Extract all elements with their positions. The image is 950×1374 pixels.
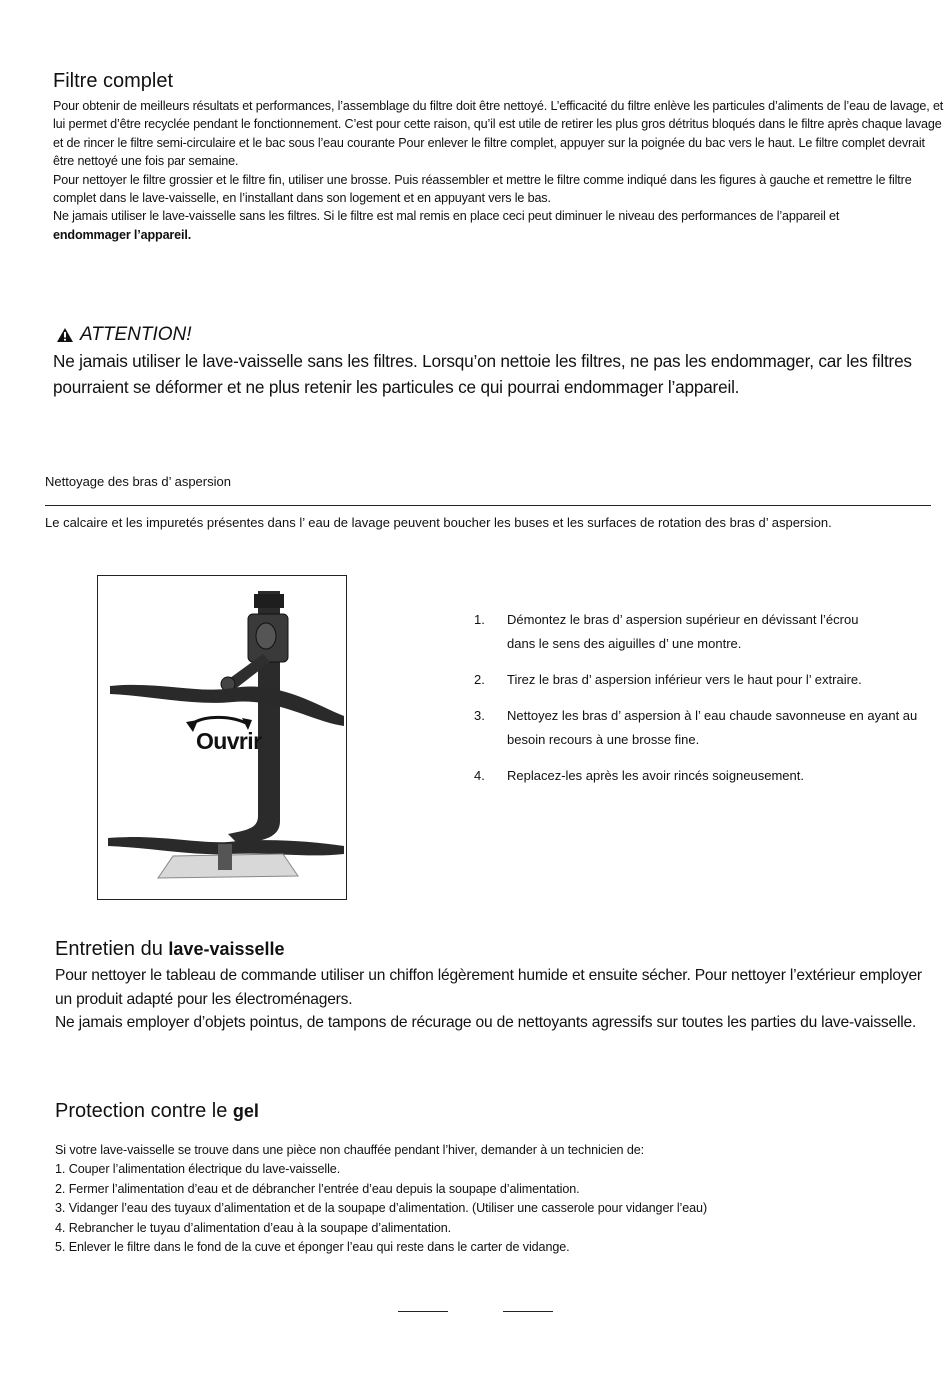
list-item: 1. Couper l’alimentation électrique du lave-vaisselle. [55,1162,341,1177]
list-item: 2. Fermer l’alimentation d’eau et de débrancher l’entrée d’eau depuis la soupape d’alimentation. [55,1181,580,1196]
step-number: 4. [474,768,485,783]
filtre-paragraph-3-text: Ne jamais utiliser le lave-vaisselle sans les filtres. Si le filtre est mal remis en place ceci peut diminuer le niveau des performances de l’appareil et [53,209,840,224]
step-number: 2. [474,672,485,687]
entretien-paragraph-2: Ne jamais employer d’objets pointus, de tampons de récurage ou de nettoyants agressifs sur toutes les parties du lave-vaisselle. [55,1014,917,1031]
cleaning-steps-list [474,608,944,800]
section-title-entretien [55,938,285,961]
filtre-paragraph-3-bold: endommager l’appareil. [53,227,192,242]
step-text: Tirez le bras d’ aspersion inférieur vers le haut pour l’ extraire. [507,672,862,687]
list-item [474,668,944,692]
entretien-paragraph-1: Pour nettoyer le tableau de commande utiliser un chiffon légèrement humide et ensuite sécher. Pour nettoyer l’extérieur employer un produit adapté pour les électroménagers. [55,967,922,1008]
filtre-paragraph-3 [53,207,948,244]
list-item: 5. Enlever le filtre dans le fond de la cuve et éponger l’eau qui reste dans le carter de vidange. [55,1240,570,1255]
footer-line-left [398,1311,448,1312]
attention-title: ATTENTION! [80,324,192,345]
bras-intro-text: Le calcaire et les impuretés présentes dans l’ eau de lavage peuvent boucher les buses et les surfaces de rotation des bras d’ aspersion. [45,515,832,530]
section-title-gel [55,1100,259,1123]
entretien-title-plain: Entretien du [55,938,169,960]
filtre-paragraph-2: Pour nettoyer le filtre grossier et le filtre fin, utiliser une brosse. Puis réassembler et mettre le filtre comme indiqué dans les figures à gauche et remettre le filtre complet dans le lave-vaisselle, en l’installant dans son logement et en appuyant vers le bas. [53,172,912,206]
footer-line-right [503,1311,553,1312]
entretien-text [55,964,935,1035]
step-number: 3. [474,708,485,723]
figure-label-ouvrir: Ouvrir [196,728,262,754]
section-title-filtre: Filtre complet [53,70,174,92]
section-divider [45,505,931,506]
list-item [474,608,944,656]
warning-icon [56,327,74,343]
step-number: 1. [474,612,485,627]
section-title-bras: Nettoyage des bras d’ aspersion [45,474,231,489]
spray-arm-illustration [97,575,347,900]
gel-intro: Si votre lave-vaisselle se trouve dans une pièce non chauffée pendant l’hiver, demander à un technicien de: [55,1143,645,1157]
attention-heading [56,324,192,346]
step-text: Replacez-les après les avoir rincés soigneusement. [507,768,804,783]
filtre-text [53,97,948,244]
entretien-title-bold: lave-vaisselle [168,939,285,959]
list-item [474,704,944,752]
list-item: 3. Vidanger l’eau des tuyaux d’alimentation et de la soupape d’alimentation. (Utiliser une casserole pour vidanger l’eau) [55,1201,708,1216]
gel-text [55,1141,935,1257]
list-item [474,764,944,788]
filtre-paragraph-1: Pour obtenir de meilleurs résultats et performances, l’assemblage du filtre doit être nettoyé. L’efficacité du filtre enlève les particules d’aliments de l’eau de lavage, et lui permet d’être recyclée pendant le fonctionnement. C’est pour cette raison, qu’il est utile de retirer les plus gros détritus bloqués dans le filtre après chaque lavage et de rincer le filtre semi-circulaire et le bac sous l’eau courante Pour enlever le filtre complet, appuyer sur la poignée du bac vers le haut. Le filtre complet devrait être nettoyé une fois par semaine. [53,99,944,169]
attention-text: Ne jamais utiliser le lave-vaisselle sans les filtres. Lorsqu’on nettoie les filtres, ne pas les endommager, car les filtres pourraient se déformer et ne plus retenir les particules ce qui pourrai endommager l’appareil. [53,351,912,397]
gel-title-bold: gel [232,1101,259,1121]
list-item: 4. Rebrancher le tuyau d’alimentation d’eau à la soupape d’alimentation. [55,1220,452,1235]
gel-title-plain: Protection contre le [55,1100,233,1122]
step-text: Démontez le bras d’ aspersion supérieur en dévissant l’écrou dans le sens des aiguilles d’ une montre. [507,612,859,651]
step-text: Nettoyez les bras d’ aspersion à l’ eau chaude savonneuse en ayant au besoin recours à une brosse fine. [507,708,918,747]
